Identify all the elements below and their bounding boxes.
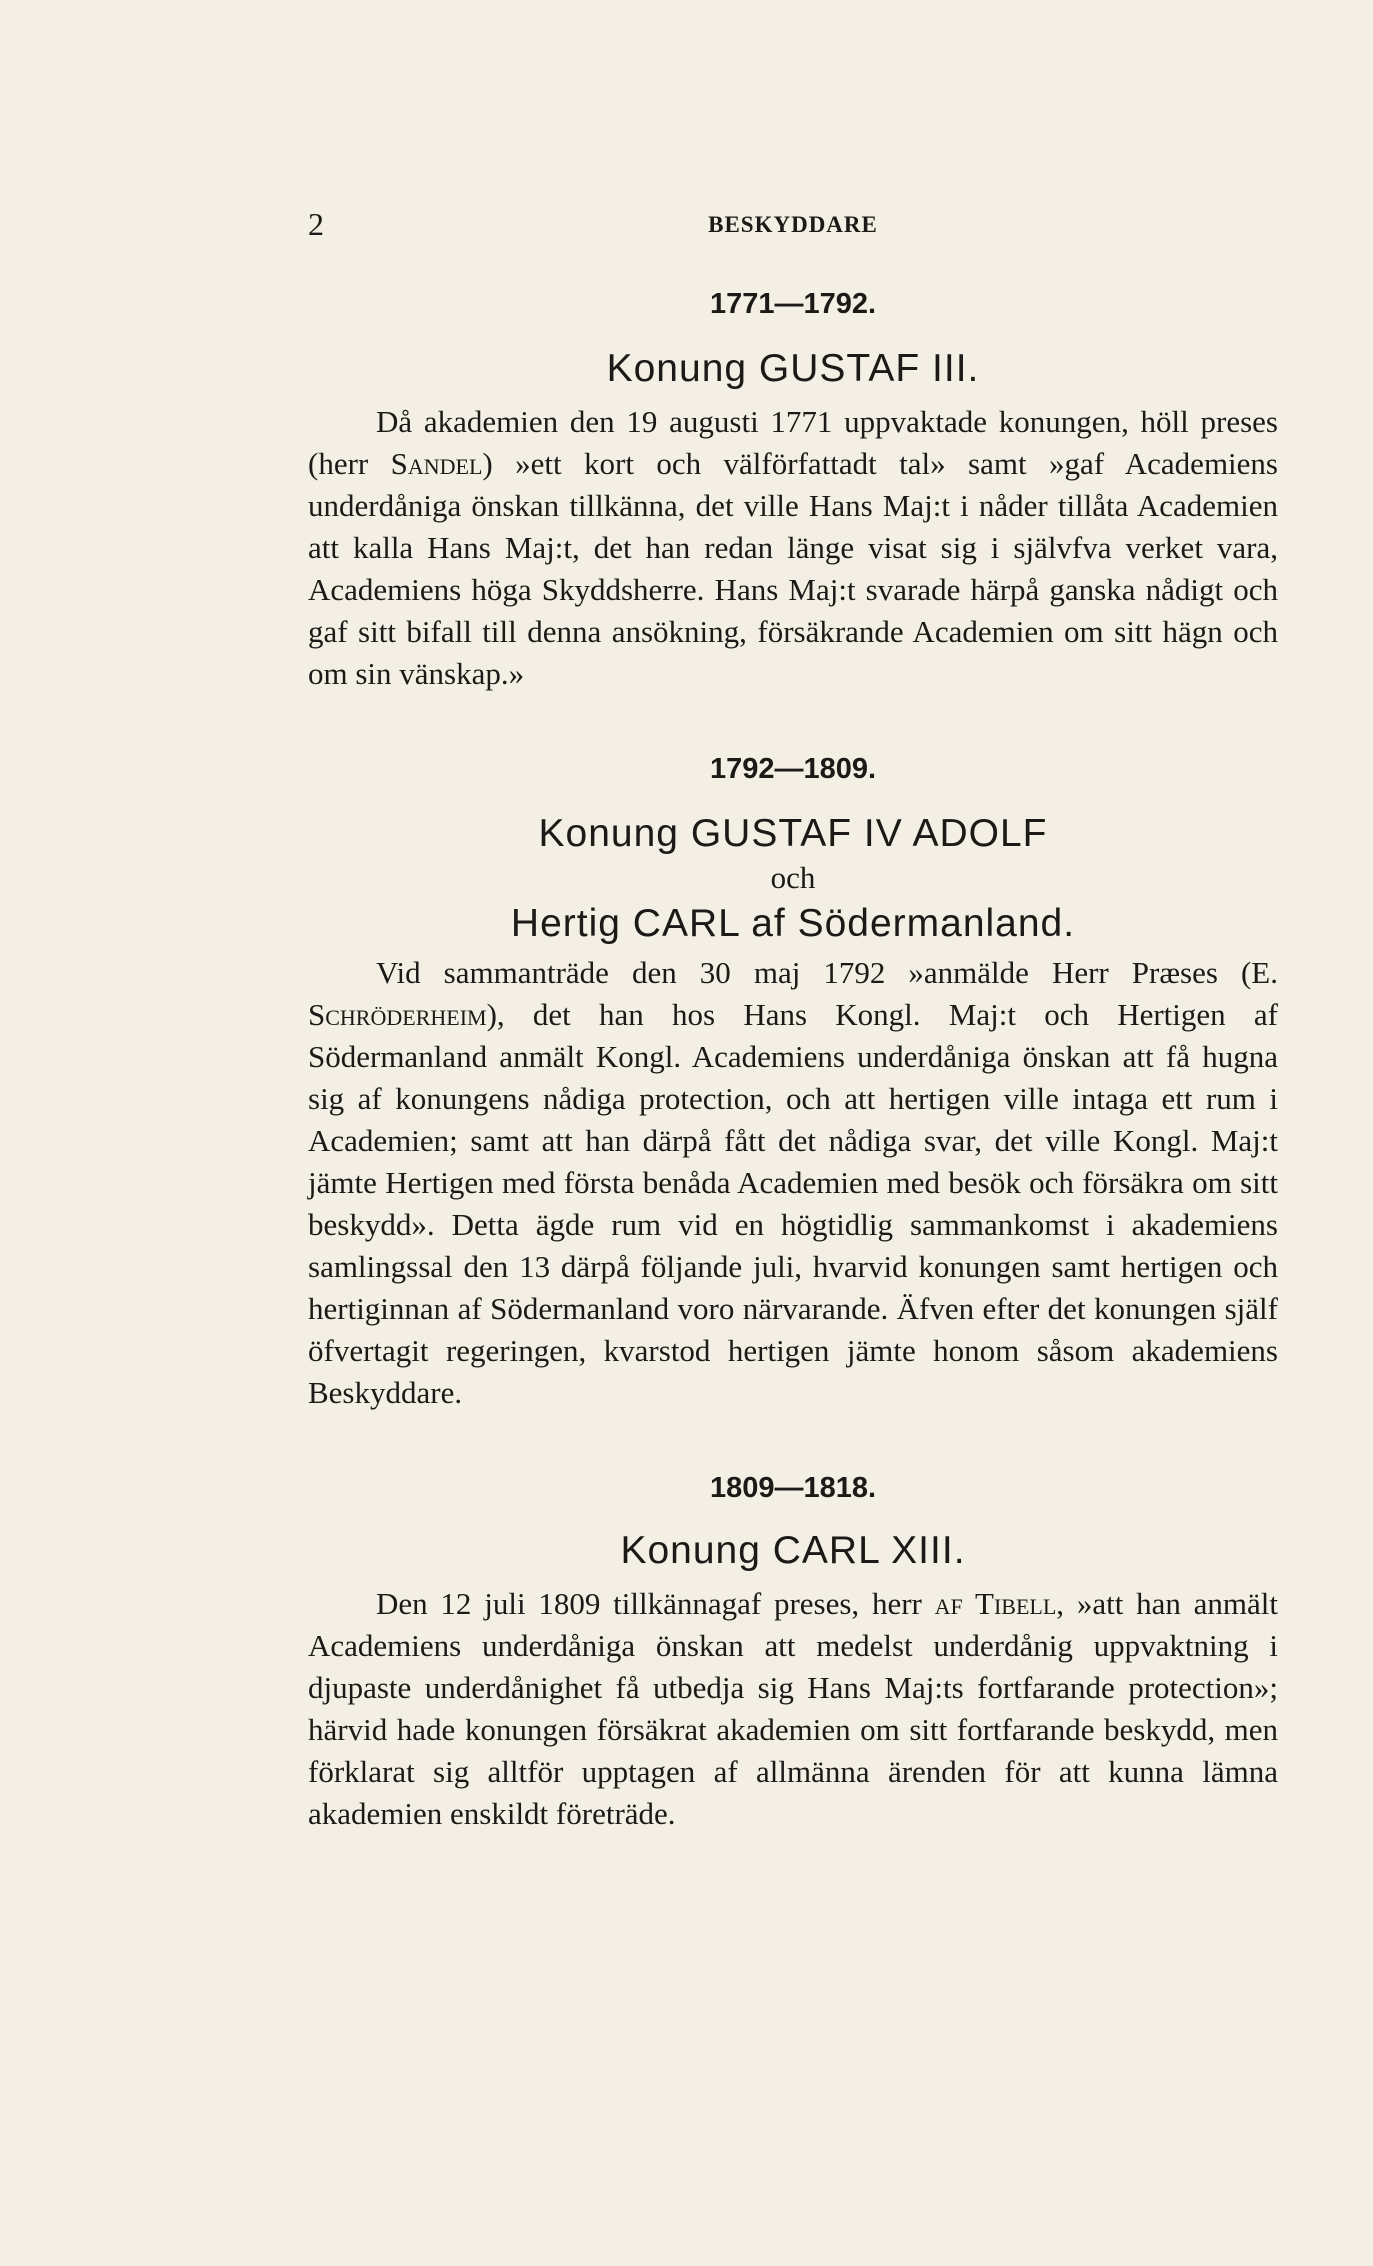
paragraph-text: , »att han anmält Academiens underdåniga önskan att medelst underdånig uppvaktning i djupaste underdånighet få utbedja sig Hans Maj:ts fortfarande protection»; härvid hade konungen försäkrat akademien om sitt fortfarande beskydd, men förklarat sig alltför upptagen af allmänna ärenden för att kunna lämna akademien enskildt företräde. — [308, 1586, 1278, 1831]
section-ruler: Konung GUSTAF III. — [606, 347, 980, 390]
section-ruler: Konung GUSTAF IV ADOLF — [538, 812, 1048, 855]
section-years: 1771—1792. — [709, 288, 877, 320]
running-head — [308, 200, 1278, 250]
person-name: af Tibell — [934, 1586, 1057, 1621]
section-ruler: Konung CARL XIII. — [620, 1529, 966, 1572]
person-name: Schröderheim — [308, 997, 487, 1032]
paragraph-text: Den 12 juli 1809 tillkännagaf preses, herr — [376, 1586, 935, 1621]
section-carl-xiii — [308, 1472, 1278, 1835]
running-title: BESKYDDARE — [708, 212, 878, 237]
section-paragraph — [308, 952, 1278, 1414]
section-gustaf-iv-adolf — [308, 753, 1278, 1414]
section-conjunction: och — [770, 860, 816, 895]
section-paragraph — [308, 401, 1278, 695]
book-page — [308, 200, 1278, 1835]
section-gustaf-iii — [308, 288, 1278, 695]
paragraph-text: ), det han hos Hans Kongl. Maj:t och Hertigen af Södermanland anmält Kongl. Academiens underdåniga önskan att få hugna sig af konungens nådiga protection, och att hertigen ville intaga ett rum i Academien; samt att han därpå fått det nådiga svar, det ville Kongl. Maj:t jämte Hertigen med första benåda Academien med besök och försäkra om sitt beskydd». Detta ägde rum vid en högtidlig sammankomst i akademiens samlingssal den 13 därpå följande juli, hvarvid konungen samt hertigen och hertiginnan af Södermanland voro närvarande. Äfven efter det konungen själf öfvertagit regeringen, kvarstod hertigen jämte honom såsom akademiens Beskyddare. — [308, 997, 1278, 1410]
page-number: 2 — [308, 206, 324, 242]
paragraph-text: ) »ett kort och välförfattadt tal» samt »gaf Academiens underdåniga önskan tillkänna, det ville Hans Maj:t i nåder tillåta Academien att kalla Hans Maj:t, det han redan länge visat sig i självfva verket vara, Academiens höga Skyddsherre. Hans Maj:t svarade härpå ganska nådigt och gaf sitt bifall till denna ansökning, försäkrande Academien om sitt hägn och om sin vänskap.» — [308, 446, 1278, 691]
section-years: 1792—1809. — [709, 753, 877, 785]
section-years: 1809—1818. — [709, 1472, 877, 1504]
paragraph-text: Vid sammanträde den 30 maj 1792 »anmälde Herr Præses (E. — [376, 955, 1278, 990]
section-paragraph — [308, 1583, 1278, 1835]
person-name: Sandel — [390, 446, 483, 481]
paragraph-text: Då akademien den 19 augusti 1771 uppvaktade konungen, höll preses (herr — [308, 404, 1278, 481]
section-ruler-second: Hertig CARL af Södermanland. — [510, 902, 1076, 945]
